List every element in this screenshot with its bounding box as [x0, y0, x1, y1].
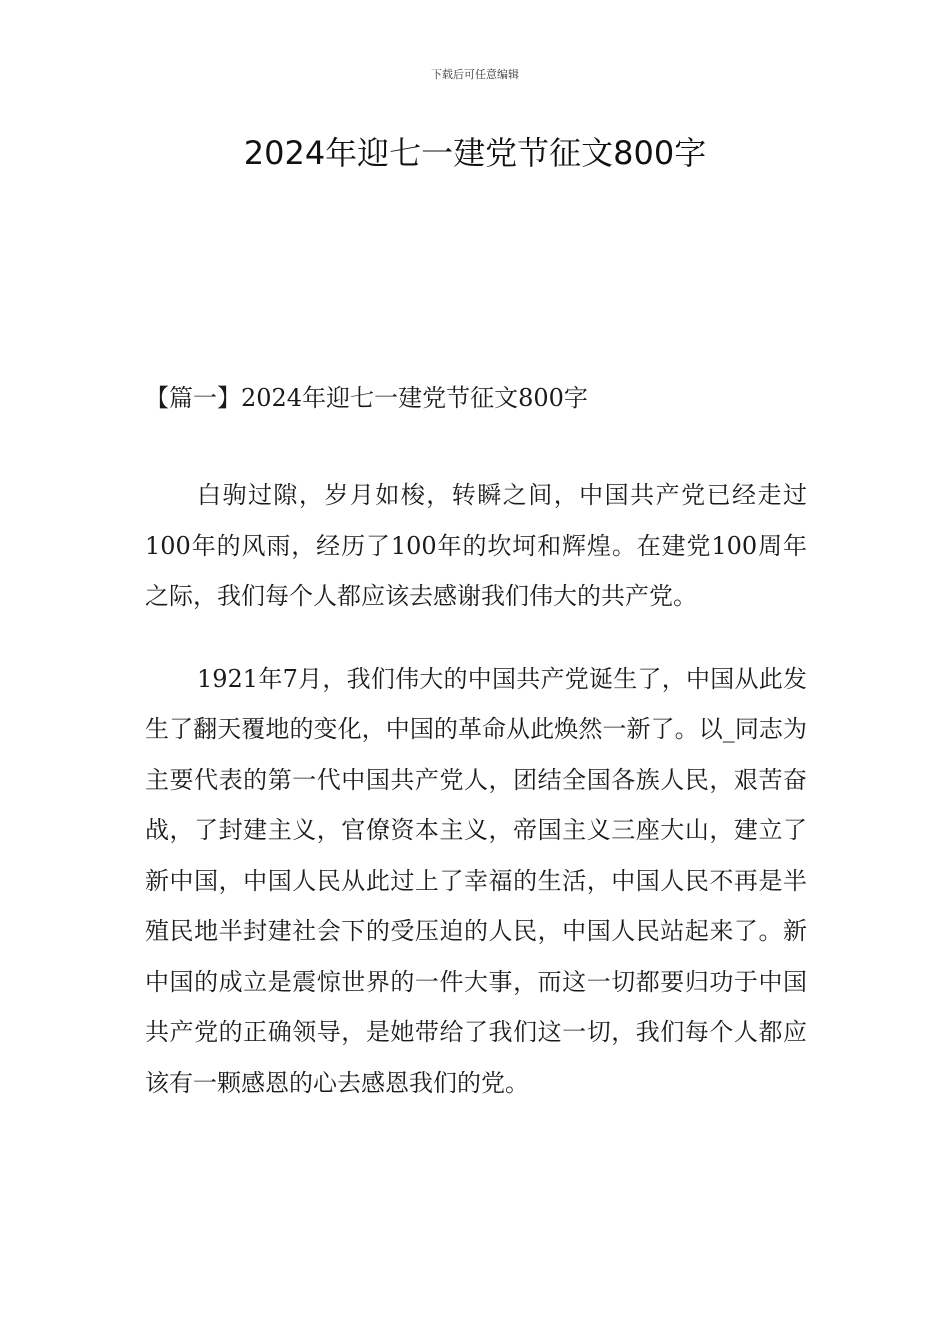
document-title: 2024年迎七一建党节征文800字 — [243, 134, 707, 172]
document-body — [145, 380, 807, 1140]
section-heading: 【篇一】2024年迎七一建党节征文800字 — [145, 384, 588, 412]
paragraph-2: 1921年7月，我们伟大的中国共产党诞生了，中国从此发生了翻天覆地的变化，中国的革命从此焕然一新了。以_同志为主要代表的第一代中国共产党人，团结全国各族人民，艰苦奋战，了封建主义，官僚资本主义，帝国主义三座大山，建立了新中国，中国人民从此过上了幸福的生活，中国人民不再是半殖民地半封建社会下的受压迫的人民，中国人民站起来了。新中国的成立是震惊世界的一件大事，而这一切都要归功于中国共产党的正确领导，是她带给了我们这一切，我们每个人都应该有一颗感恩的心去感恩我们的党。 — [145, 664, 807, 1097]
header-note: 下载后可任意编辑 — [431, 68, 519, 81]
paragraph-1: 白驹过隙，岁月如梭，转瞬之间，中国共产党已经走过100年的风雨，经历了100年的坎坷和辉煌。在建党100周年之际，我们每个人都应该去感谢我们伟大的共产党。 — [145, 481, 807, 610]
